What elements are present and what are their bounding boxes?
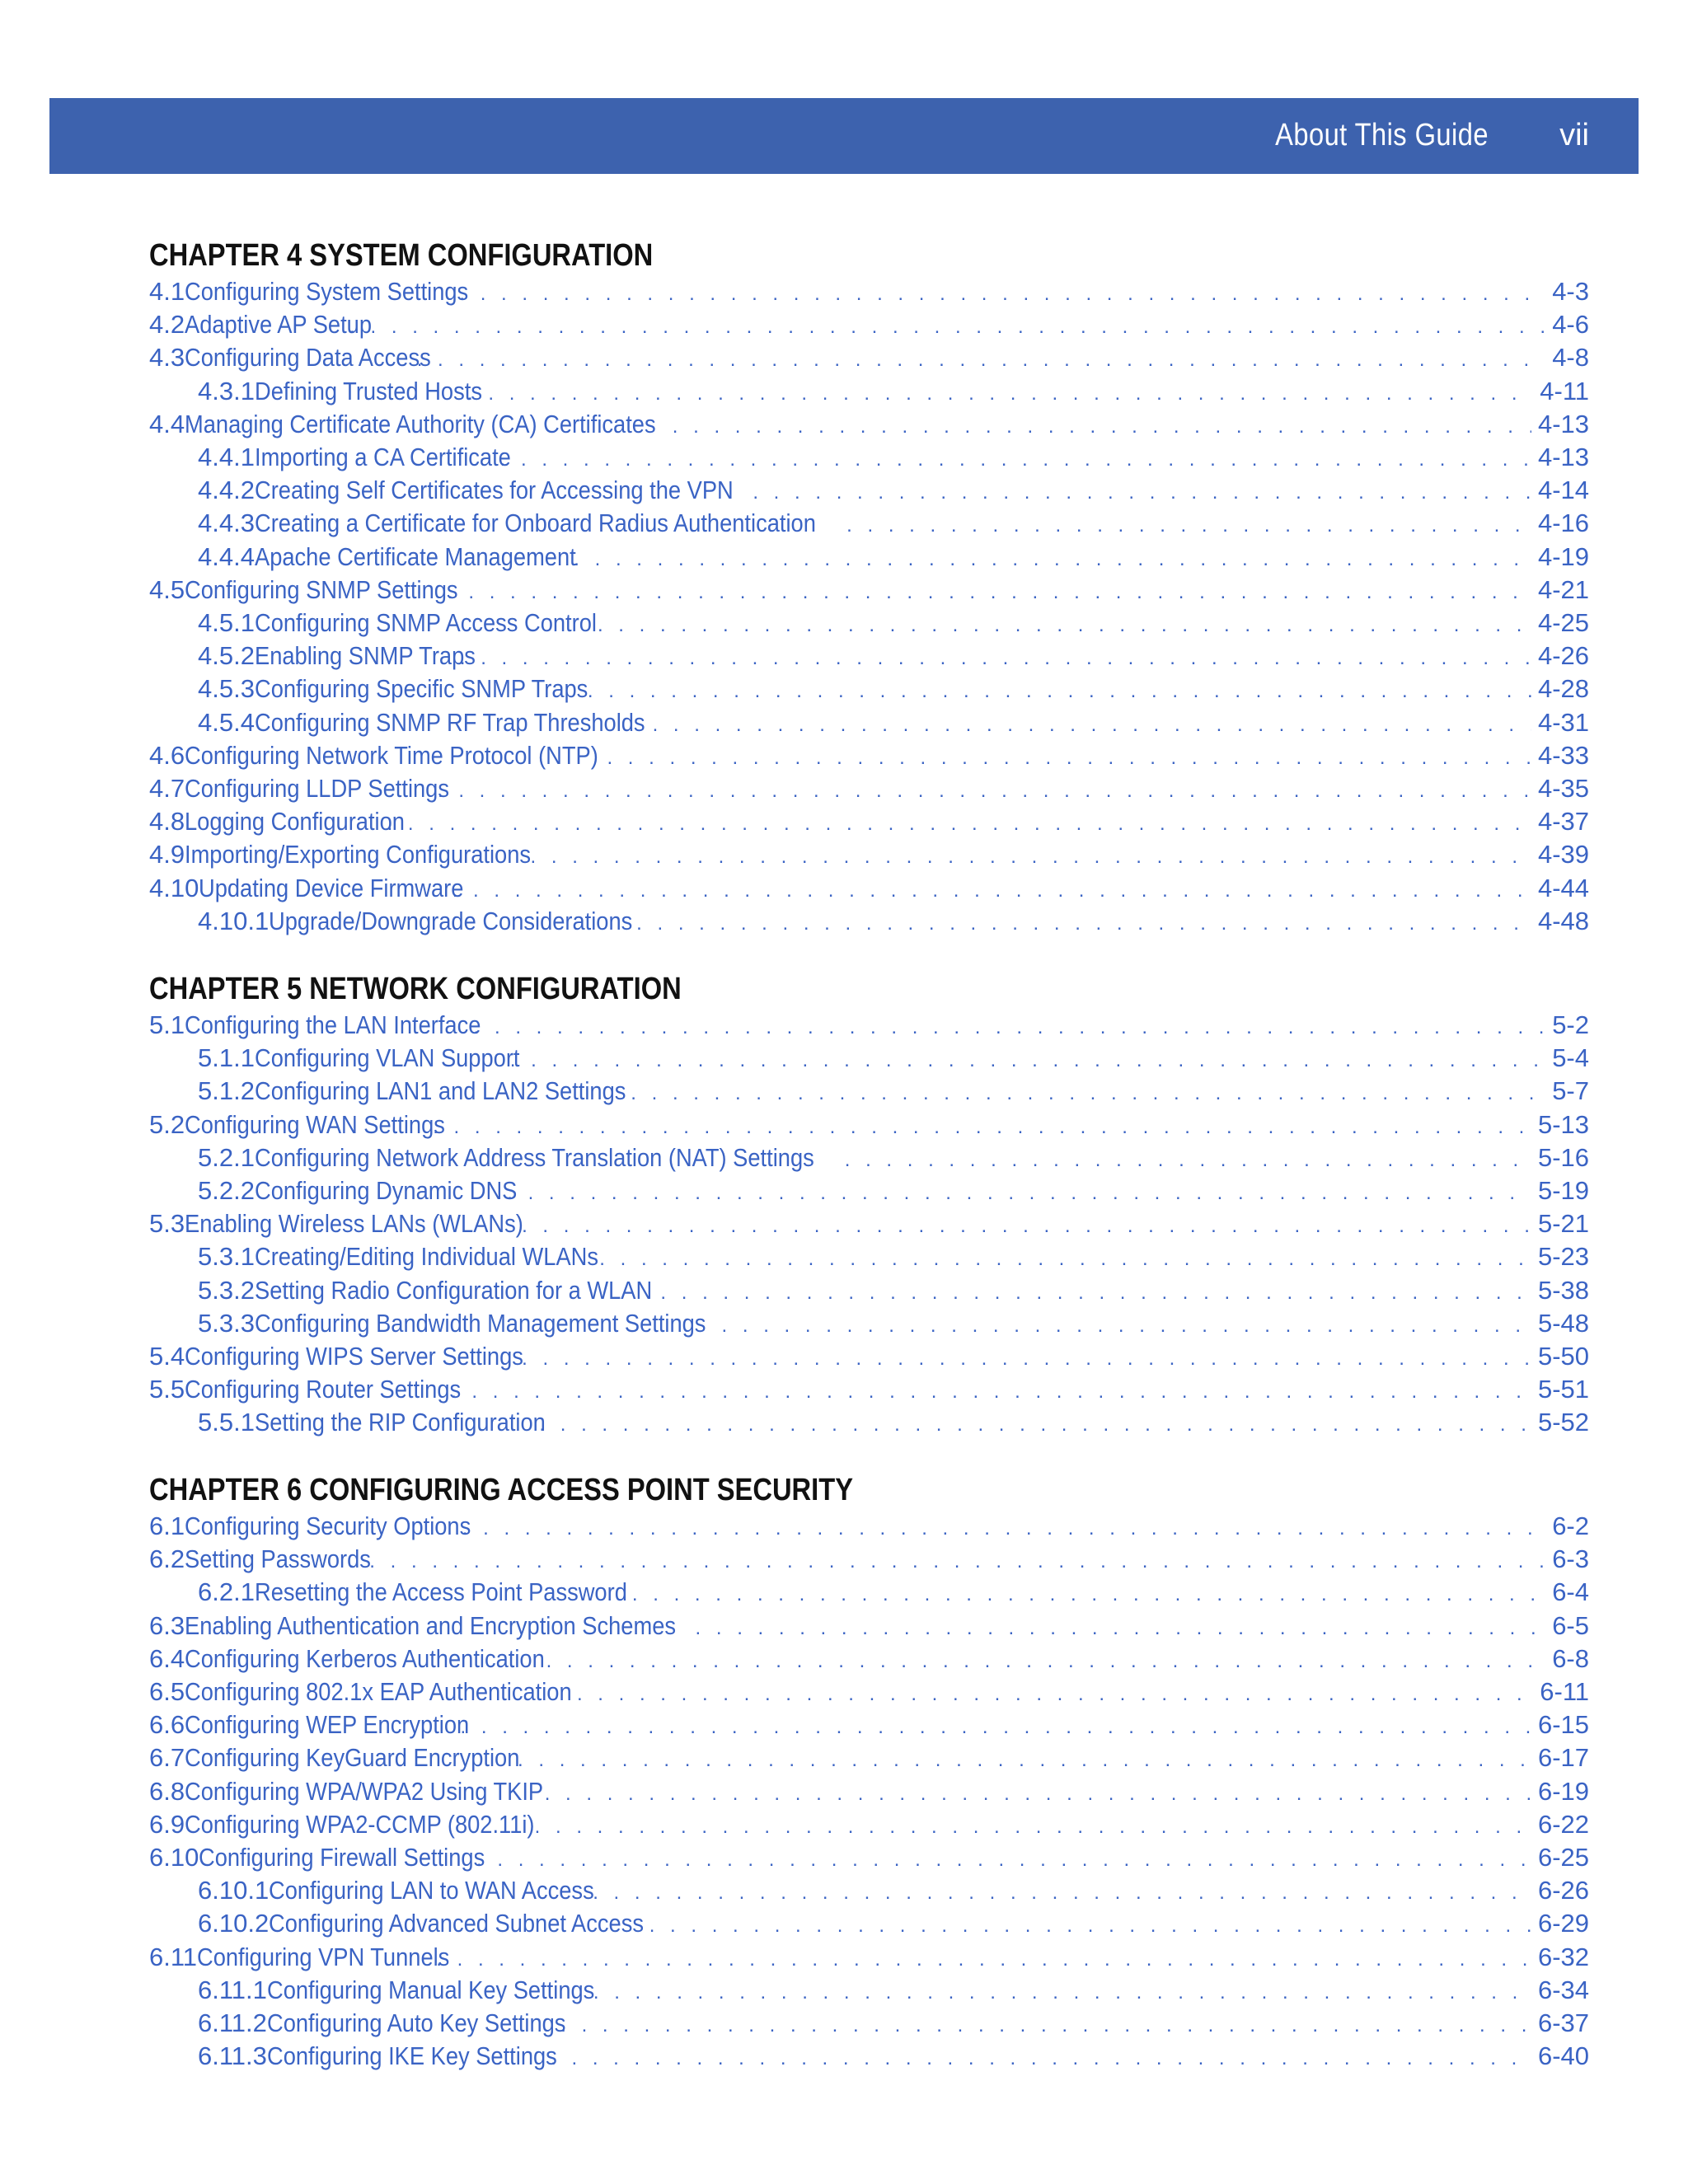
toc-entry-link[interactable] [198,1174,1589,1207]
section-number: 4.4.4 [198,541,255,571]
section-title: Adaptive AP Setup [185,310,373,340]
toc-entry-link[interactable] [149,408,1589,441]
section-number: 6.1 [149,1511,185,1540]
dot-leader [598,609,1531,642]
section-title: Configuring Kerberos Authentication [185,1643,545,1673]
section-number: 5.2.1 [198,1142,255,1172]
section-number: 4.3.1 [198,376,255,405]
page-reference: 4-6 [1552,310,1589,340]
dot-leader [452,874,1531,907]
section-title: Configuring IKE Key Settings [266,2041,557,2071]
section-number: 4.5.2 [198,641,255,671]
dot-leader [438,775,1531,808]
section-number: 4.9 [149,840,185,869]
toc-entry-link[interactable] [198,441,1589,474]
section-title: Setting Passwords [185,1544,372,1574]
section-title: Configuring Bandwidth Management Settings [254,1308,706,1338]
section-title: Configuring 802.1x EAP Authentication [185,1677,572,1706]
section-number: 6.4 [149,1643,185,1673]
toc-entry-link[interactable] [149,341,1589,374]
section-number: 4.5.1 [198,608,255,637]
dot-leader [417,344,1545,377]
section-title: Configuring VPN Tunnels [197,1942,450,1971]
section-title: Creating/Editing Individual WLANs [254,1242,598,1272]
toc-entry-link[interactable] [198,1874,1589,1907]
section-title: Configuring LAN to WAN Access [269,1876,594,1905]
section-number: 4.8 [149,807,185,837]
section-number: 6.2.1 [198,1577,255,1607]
page-reference: 6-40 [1537,2041,1589,2071]
section-title: Configuring Network Time Protocol (NTP) [185,740,598,770]
section-number: 5.1.2 [198,1076,255,1106]
toc-entry-link[interactable] [198,1406,1589,1439]
page-reference: 5-48 [1537,1308,1589,1338]
section-number: 6.11 [149,1942,198,1971]
section-number: 5.1 [149,1010,185,1039]
toc-entry-link[interactable] [149,1643,1589,1675]
toc-entry-link[interactable] [198,1042,1589,1075]
dot-leader [522,1343,1531,1376]
section-title: Configuring WEP Encryption [185,1710,470,1740]
dot-leader [632,1578,1545,1611]
dot-leader [448,576,1531,609]
page-reference: 4-13 [1537,443,1589,471]
section-title: Configuring the LAN Interface [185,1010,481,1039]
dot-leader [545,1778,1531,1811]
section-title: Resetting the Access Point Password [254,1577,627,1607]
page-reference: 6-8 [1552,1643,1589,1673]
dot-leader [476,1844,1531,1877]
toc-entry-link[interactable] [198,541,1589,574]
section-number: 6.11.1 [198,1975,267,2004]
dot-leader [433,1111,1531,1144]
page-reference: 5-21 [1537,1209,1589,1239]
toc-entry-link[interactable] [149,1207,1589,1240]
section-number: 6.7 [149,1743,185,1773]
page-reference: 5-2 [1552,1010,1589,1039]
page-reference: 4-39 [1537,840,1589,869]
section-number: 6.2 [149,1544,185,1574]
page-reference: 5-13 [1537,1109,1589,1139]
toc-entry-link[interactable] [149,308,1589,341]
dot-leader [574,543,1531,576]
page-reference: 5-52 [1537,1408,1589,1437]
section-number: 6.6 [149,1710,185,1740]
page-reference: 6-34 [1537,1975,1589,2004]
page-reference: 6-17 [1537,1743,1589,1773]
page-reference: 6-37 [1537,2008,1589,2037]
section-title: Enabling SNMP Traps [254,641,476,671]
chapter-heading: CHAPTER 6 CONFIGURING ACCESS POINT SECURITY [149,1473,853,1507]
page-reference: 6-5 [1552,1610,1589,1640]
toc-entry-link[interactable] [149,1009,1589,1042]
page-reference: 4-13 [1537,409,1589,438]
page-reference: 4-31 [1537,707,1589,737]
toc-entry-link[interactable] [149,275,1589,308]
toc-entry-link[interactable] [149,872,1589,905]
section-number: 4.6 [149,740,185,770]
section-number: 4.7 [149,774,185,803]
toc-entry-link[interactable] [198,640,1589,673]
toc-entry-link[interactable] [149,1741,1589,1774]
dot-leader [500,443,1531,476]
section-number: 6.11.2 [198,2008,267,2037]
dot-leader [636,907,1531,940]
dot-leader [510,1044,1545,1077]
section-title: Configuring WPA2-CCMP (802.11i) [185,1809,535,1839]
section-number: 4.5 [149,574,185,604]
section-number: 4.2 [149,310,185,340]
section-number: 6.10.2 [198,1909,270,1938]
dot-leader [474,1011,1546,1044]
page-reference: 4-33 [1537,740,1589,770]
page-reference: 5-16 [1537,1142,1589,1172]
page-reference: 6-32 [1537,1942,1589,1971]
toc-entry-link[interactable] [198,375,1589,408]
toc-entry-link[interactable] [149,574,1589,607]
page-reference: 5-19 [1537,1176,1589,1205]
section-title: Upgrade/Downgrade Considerations [269,906,633,935]
page-reference: 6-26 [1537,1876,1589,1905]
page-reference: 6-19 [1537,1776,1589,1806]
page-reference: 5-23 [1537,1242,1589,1272]
toc-entry-link[interactable] [149,1675,1589,1708]
dot-leader [518,1744,1531,1777]
toc-entry-link[interactable] [198,905,1589,938]
section-number: 5.5 [149,1375,185,1404]
dot-leader [349,1545,1545,1578]
toc-entry-link[interactable] [198,2040,1589,2073]
page-reference: 4-44 [1537,873,1589,902]
section-title: Configuring SNMP Settings [185,574,458,604]
dot-leader [653,709,1531,742]
section-number: 4.10 [149,873,199,902]
dot-leader [546,1645,1546,1678]
section-title: Configuring Firewall Settings [199,1843,485,1872]
section-title: Configuring LLDP Settings [185,774,450,803]
section-title: Setting the RIP Configuration [254,1408,546,1437]
section-title: Configuring Network Address Translation (NAT) Settings [254,1142,814,1172]
toc-entry-link[interactable] [149,1340,1589,1373]
toc-entry-link[interactable] [198,1075,1589,1108]
section-title: Importing/Exporting Configurations [185,840,532,869]
section-title: Configuring KeyGuard Encryption [185,1743,520,1773]
section-title: Configuring Router Settings [185,1375,462,1404]
toc-entry-link[interactable] [149,838,1589,871]
section-title: Updating Device Firmware [199,873,464,902]
dot-leader [461,1711,1531,1744]
section-number: 6.10.1 [198,1876,270,1905]
dot-leader [631,1077,1545,1110]
section-title: Defining Trusted Hosts [254,376,482,405]
page-reference: 4-37 [1537,807,1589,837]
dot-leader [588,675,1531,708]
toc-entry-link[interactable] [149,1941,1589,1974]
page-reference: 6-3 [1552,1544,1589,1574]
dot-leader [459,278,1545,311]
toc-entry-link[interactable] [198,1307,1589,1340]
page-reference: 4-21 [1537,574,1589,604]
page-reference: 4-48 [1537,906,1589,935]
dot-leader [460,642,1531,675]
section-title: Enabling Authentication and Encryption Schemes [185,1610,677,1640]
page-reference: 4-16 [1537,509,1589,538]
section-number: 5.3 [149,1209,185,1239]
dot-leader [539,1408,1531,1441]
section-number: 4.4.3 [198,509,255,538]
page-reference: 5-7 [1552,1076,1589,1106]
section-number: 4.4.2 [198,476,255,505]
dot-leader [349,311,1545,344]
dot-leader [522,1210,1531,1243]
section-number: 5.5.1 [198,1408,255,1437]
section-number: 4.5.4 [198,707,255,737]
dot-leader [535,1811,1531,1844]
header-page-number: vii [1559,118,1589,152]
section-number: 5.2 [149,1109,185,1139]
toc-entry-link[interactable] [198,1974,1589,2007]
toc-entry-link[interactable] [149,1775,1589,1808]
dot-leader [649,1910,1531,1943]
section-number: 5.4 [149,1342,185,1371]
page-reference: 4-8 [1552,343,1589,373]
dot-leader [551,2042,1531,2075]
dot-leader [660,1277,1531,1310]
section-number: 5.2.2 [198,1176,255,1205]
section-number: 6.8 [149,1776,185,1806]
dot-leader [673,410,1531,443]
section-number: 6.5 [149,1677,185,1706]
toc-entry-link[interactable] [149,1543,1589,1576]
section-title: Importing a CA Certificate [254,443,511,471]
section-title: Configuring System Settings [185,277,469,306]
section-title: Configuring Manual Key Settings [266,1975,595,2004]
section-title: Configuring SNMP RF Trap Thresholds [254,707,645,737]
dot-leader [845,1144,1531,1177]
toc-entry-link[interactable] [198,1907,1589,1940]
page-reference: 4-11 [1540,376,1589,405]
dot-leader [846,509,1531,542]
section-title: Configuring Specific SNMP Traps [254,674,588,704]
page-reference: 6-15 [1537,1710,1589,1740]
toc-entry-link[interactable] [198,607,1589,640]
page-header-bar [49,98,1639,174]
page-reference: 6-4 [1552,1577,1589,1607]
section-number: 5.3.3 [198,1308,255,1338]
dot-leader [577,1678,1533,1711]
section-title: Configuring WPA/WPA2 Using TKIP [185,1776,544,1806]
page-reference: 5-51 [1537,1375,1589,1404]
toc-entry-link[interactable] [149,1841,1589,1874]
section-number: 4.1 [149,277,185,306]
page-reference: 4-35 [1537,774,1589,803]
section-title: Setting Radio Configuration for a WLAN [254,1275,653,1305]
dot-leader [722,1310,1531,1343]
toc-entry-link[interactable] [198,1141,1589,1174]
section-title: Configuring VLAN Support [254,1043,520,1073]
section-number: 6.9 [149,1809,185,1839]
section-title: Configuring Security Options [185,1511,471,1540]
toc-entry-link[interactable] [198,1240,1589,1273]
page-reference: 6-22 [1537,1809,1589,1839]
toc-entry-link[interactable] [149,1373,1589,1406]
section-number: 5.3.2 [198,1275,255,1305]
dot-leader [593,1877,1531,1910]
toc-entry-link[interactable] [198,474,1589,507]
page-reference: 4-3 [1552,277,1589,306]
toc-entry-link[interactable] [149,739,1589,772]
toc-entry-link[interactable] [149,805,1589,838]
section-number: 6.11.3 [198,2041,267,2071]
page-reference: 4-26 [1537,641,1589,671]
section-number: 5.1.1 [198,1043,255,1073]
page-reference: 5-38 [1537,1275,1589,1305]
section-title: Configuring WIPS Server Settings [185,1342,524,1371]
dot-leader [387,808,1531,841]
chapter-heading: CHAPTER 5 NETWORK CONFIGURATION [149,972,682,1006]
section-number: 4.5.3 [198,674,255,704]
section-number: 5.3.1 [198,1242,255,1272]
dot-leader [467,377,1533,410]
section-title: Enabling Wireless LANs (WLANs) [185,1209,523,1239]
dot-leader [593,1976,1531,2009]
dot-leader [607,742,1531,775]
page-reference: 6-2 [1552,1511,1589,1540]
section-title: Managing Certificate Authority (CA) Certificates [185,409,656,438]
dot-leader [436,1943,1531,1976]
toc-entry-link[interactable] [198,673,1589,705]
header-title: About This Guide [1275,118,1489,152]
dot-leader [451,1376,1531,1408]
page-reference: 6-11 [1540,1677,1589,1706]
section-number: 6.10 [149,1843,199,1872]
section-title: Configuring Dynamic DNS [254,1176,518,1205]
section-number: 4.3 [149,343,185,373]
dot-leader [696,1612,1546,1645]
page-reference: 5-4 [1552,1043,1589,1073]
dot-leader [462,1512,1545,1545]
section-number: 6.3 [149,1610,185,1640]
section-number: 4.10.1 [198,906,270,935]
page-reference: 4-28 [1537,674,1589,704]
dot-leader [531,841,1531,874]
section-title: Configuring SNMP Access Control [254,608,597,637]
page-reference: 4-14 [1537,476,1589,505]
toc-entry-link[interactable] [149,1108,1589,1141]
toc-entry-link[interactable] [198,1274,1589,1307]
page-reference: 4-25 [1537,608,1589,637]
section-title: Apache Certificate Management [254,541,576,571]
section-title: Configuring Data Access [185,343,431,373]
toc-entry-link[interactable] [198,706,1589,739]
toc-entry-link[interactable] [149,1610,1589,1643]
chapter-heading: CHAPTER 4 SYSTEM CONFIGURATION [149,238,654,273]
section-number: 4.4 [149,409,185,438]
dot-leader [507,1177,1531,1210]
section-title: Logging Configuration [185,807,406,837]
section-title: Configuring WAN Settings [185,1109,445,1139]
toc-entry-link[interactable] [149,1808,1589,1841]
section-title: Creating Self Certificates for Accessing the VPN [254,476,734,505]
dot-leader [599,1243,1531,1276]
toc-entry-link[interactable] [198,507,1589,540]
dot-leader [753,476,1531,509]
section-title: Configuring LAN1 and LAN2 Settings [254,1076,626,1106]
section-number: 4.4.1 [198,443,255,471]
section-title: Configuring Auto Key Settings [266,2008,566,2037]
page-reference: 5-50 [1537,1342,1589,1371]
page-reference: 6-29 [1537,1909,1589,1938]
toc-entry-link[interactable] [149,1510,1589,1543]
section-title: Configuring Advanced Subnet Access [269,1909,645,1938]
toc-entry-link[interactable] [149,1708,1589,1741]
toc-entry-link[interactable] [198,1576,1589,1609]
toc-entry-link[interactable] [149,772,1589,805]
page-reference: 6-25 [1537,1843,1589,1872]
page-reference: 4-19 [1537,541,1589,571]
dot-leader [560,2009,1531,2042]
toc-entry-link[interactable] [198,2007,1589,2040]
section-title: Creating a Certificate for Onboard Radius Authentication [254,509,816,538]
